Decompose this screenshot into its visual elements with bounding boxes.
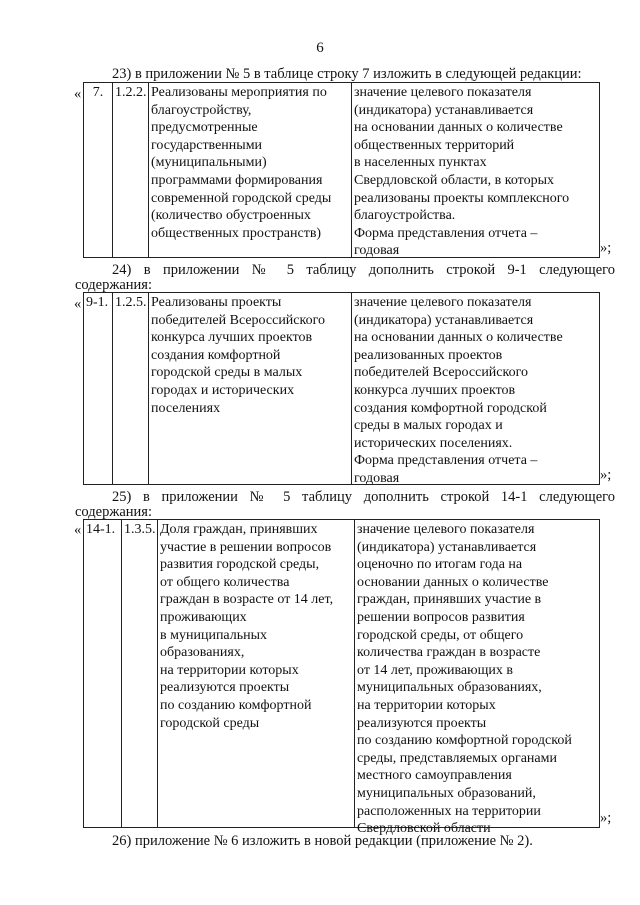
table-row-14-1 [83,519,600,837]
item-25-intro: 25) в приложении № 5 таблицу дополнить строкой 14-1 следующего [112,489,615,505]
item-26-text: 26) приложение № 6 изложить в новой редакции (приложение № 2). [112,833,533,849]
row-code: 1.2.5. [112,293,148,484]
page-number: 6 [316,40,324,56]
row-code: 1.2.2. [112,83,148,257]
item-23-open-quote: « [74,86,82,102]
table-row-9-1 [83,292,600,485]
row-description: значение целевого показателя (индикатора) устанавливается на основании данных о количестве реализованных проектов победителей Всероссийского конкурса лучших проектов создания комфортной городской среды в малых городах и исторических поселениях. Форма представления отчета – годовая [351,293,601,484]
row-number: 7. [92,85,104,100]
item-23-close-quote: »; [600,240,612,256]
item-23-intro: 23) в приложении № 5 в таблице строку 7 изложить в следующей редакции: [112,66,582,82]
item-24-intro-cont: содержания: [75,277,153,293]
item-25-open-quote: « [74,522,82,538]
row-description: значение целевого показателя (индикатора) устанавливается оценочно по итогам года на основании данных о количестве граждан, принявших участие в решении вопросов развития городской среды, от общего количества граждан в возрасте от 14 лет, проживающих в муниципальных образованиях, на территории которых реализуются проекты по созданию комфортной городской среды, представляемых органами местного самоуправления муниципальных образований, расположенных на территории Свердловской области [354,520,601,827]
row-code: 1.3.5. [121,520,157,827]
row-name: Доля граждан, принявших участие в решении вопросов развития городской среды, от общего количества граждан в возрасте от 14 лет, проживающих в муниципальных образованиях, на территории которых реализуются проекты по созданию комфортной городской среды [157,520,354,827]
row-description: значение целевого показателя (индикатора) устанавливается на основании данных о количестве общественных территорий в населенных пунктах Свердловской области, в которых реализованы проекты комплексного благоустройства. Форма представления отчета – годовая [351,83,601,257]
row-number: 9-1. [86,295,109,310]
item-24-intro: 24) в приложении № 5 таблицу дополнить строкой 9-1 следующего [112,262,615,278]
row-name: Реализованы проекты победителей Всероссийского конкурса лучших проектов создания комфортной городской среды в малых городах и исторических поселениях [148,293,351,484]
item-25-close-quote: »; [600,810,612,826]
item-25-intro-cont: содержания: [75,504,153,520]
table-row-7 [83,82,600,258]
row-number: 14-1. [86,522,116,537]
item-24-close-quote: »; [600,467,612,483]
item-24-open-quote: « [74,296,82,312]
row-name: Реализованы мероприятия по благоустройству, предусмотренные государственными (муниципальными) программами формирования современной городской среды (количество обустроенных общественных пространств) [148,83,351,257]
